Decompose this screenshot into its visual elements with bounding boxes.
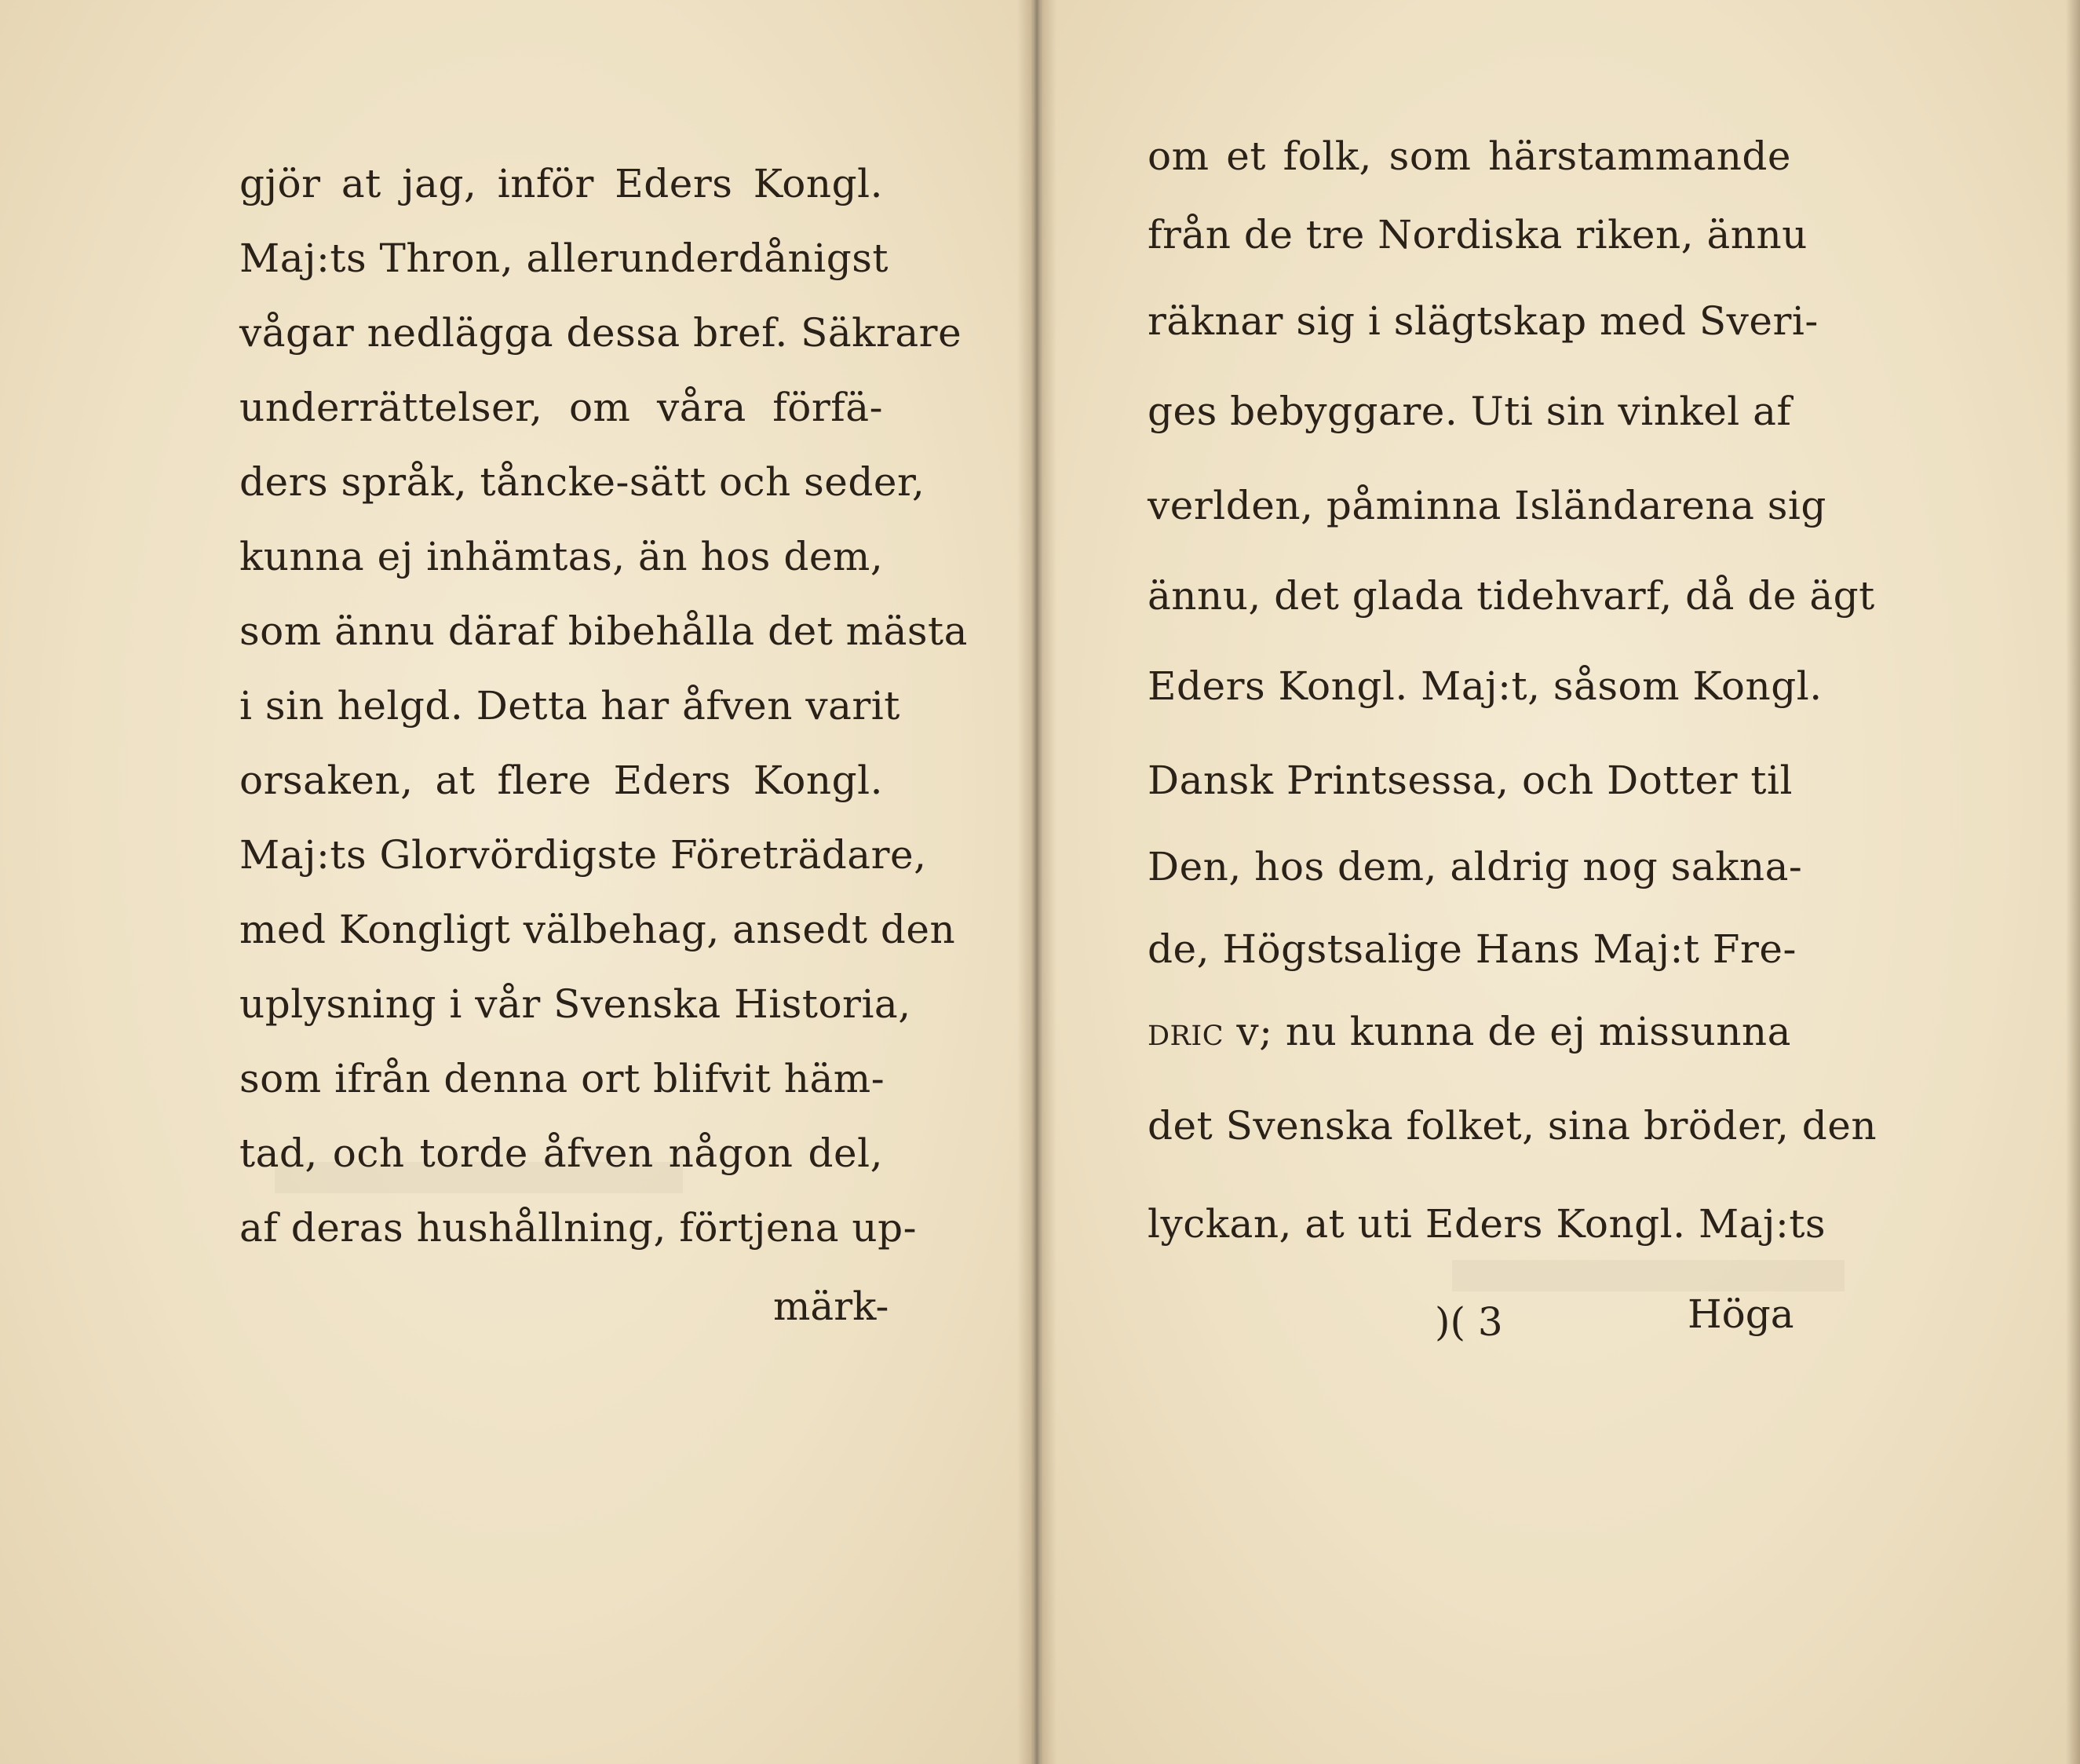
right-text-line: Eders Kongl. Maj:t, såsom Kongl. — [1148, 663, 1823, 709]
left-text-line: kunna ej inhämtas, än hos dem, — [239, 534, 884, 579]
left-text-line: gjör at jag, inför Eders Kongl. — [239, 161, 883, 206]
right-text-line: Dansk Printsessa, och Dotter til — [1148, 758, 1793, 803]
left-text-line: uplysning i vår Svenska Historia, — [239, 981, 911, 1027]
left-text-line: underrättelser, om våra förfä- — [239, 385, 883, 430]
left-catchword: märk- — [773, 1284, 889, 1329]
left-text-line: som ifrån denna ort blifvit häm- — [239, 1056, 885, 1101]
right-text-line: ges bebyggare. Uti sin vinkel af — [1148, 389, 1792, 434]
signature-mark: )( 3 — [1435, 1299, 1503, 1345]
left-text-line: tad, och torde åfven någon del, — [239, 1130, 883, 1176]
bleed-through-mark — [1452, 1260, 1845, 1291]
right-text-line — [1148, 1009, 1791, 1054]
right-catchword: Höga — [1688, 1291, 1794, 1337]
right-text-line: de, Högstsalige Hans Maj:t Fre- — [1148, 926, 1797, 972]
left-text-line: med Kongligt välbehag, ansedt den — [239, 907, 956, 952]
left-text-line: Maj:ts Thron, allerunderdånigst — [239, 236, 889, 281]
left-text-line: orsaken, at flere Eders Kongl. — [239, 758, 883, 803]
small-caps-word: dric — [1148, 1009, 1224, 1054]
left-text-line: af deras hushållning, förtjena up- — [239, 1205, 918, 1251]
left-text-line: i sin helgd. Detta har åfven varit — [239, 683, 900, 729]
right-text-line: ännu, det glada tidehvarf, då de ägt — [1148, 573, 1875, 619]
right-text-line: Den, hos dem, aldrig nog sakna- — [1148, 844, 1803, 889]
right-text-line: från de tre Nordiska riken, ännu — [1148, 212, 1808, 257]
right-text-line: om et folk, som härstammande — [1148, 133, 1791, 179]
line-remainder: v; nu kunna de ej missunna — [1224, 1009, 1791, 1054]
right-text-line: lyckan, at uti Eders Kongl. Maj:ts — [1148, 1201, 1826, 1247]
left-text-line: som ännu däraf bibehålla det mästa — [239, 608, 968, 654]
right-text-line: det Svenska folket, sina bröder, den — [1148, 1103, 1877, 1149]
book-gutter — [1017, 0, 1056, 1764]
right-text-line: räknar sig i slägtskap med Sveri- — [1148, 298, 1819, 344]
left-text-line: vågar nedlägga dessa bref. Säkrare — [239, 310, 962, 356]
left-text-line: Maj:ts Glorvördigste Företrädare, — [239, 832, 927, 878]
page-edge-shadow — [2066, 0, 2080, 1764]
left-text-line: ders språk, tåncke-sätt och seder, — [239, 459, 925, 505]
right-text-line: verlden, påminna Isländarena sig — [1148, 483, 1826, 528]
